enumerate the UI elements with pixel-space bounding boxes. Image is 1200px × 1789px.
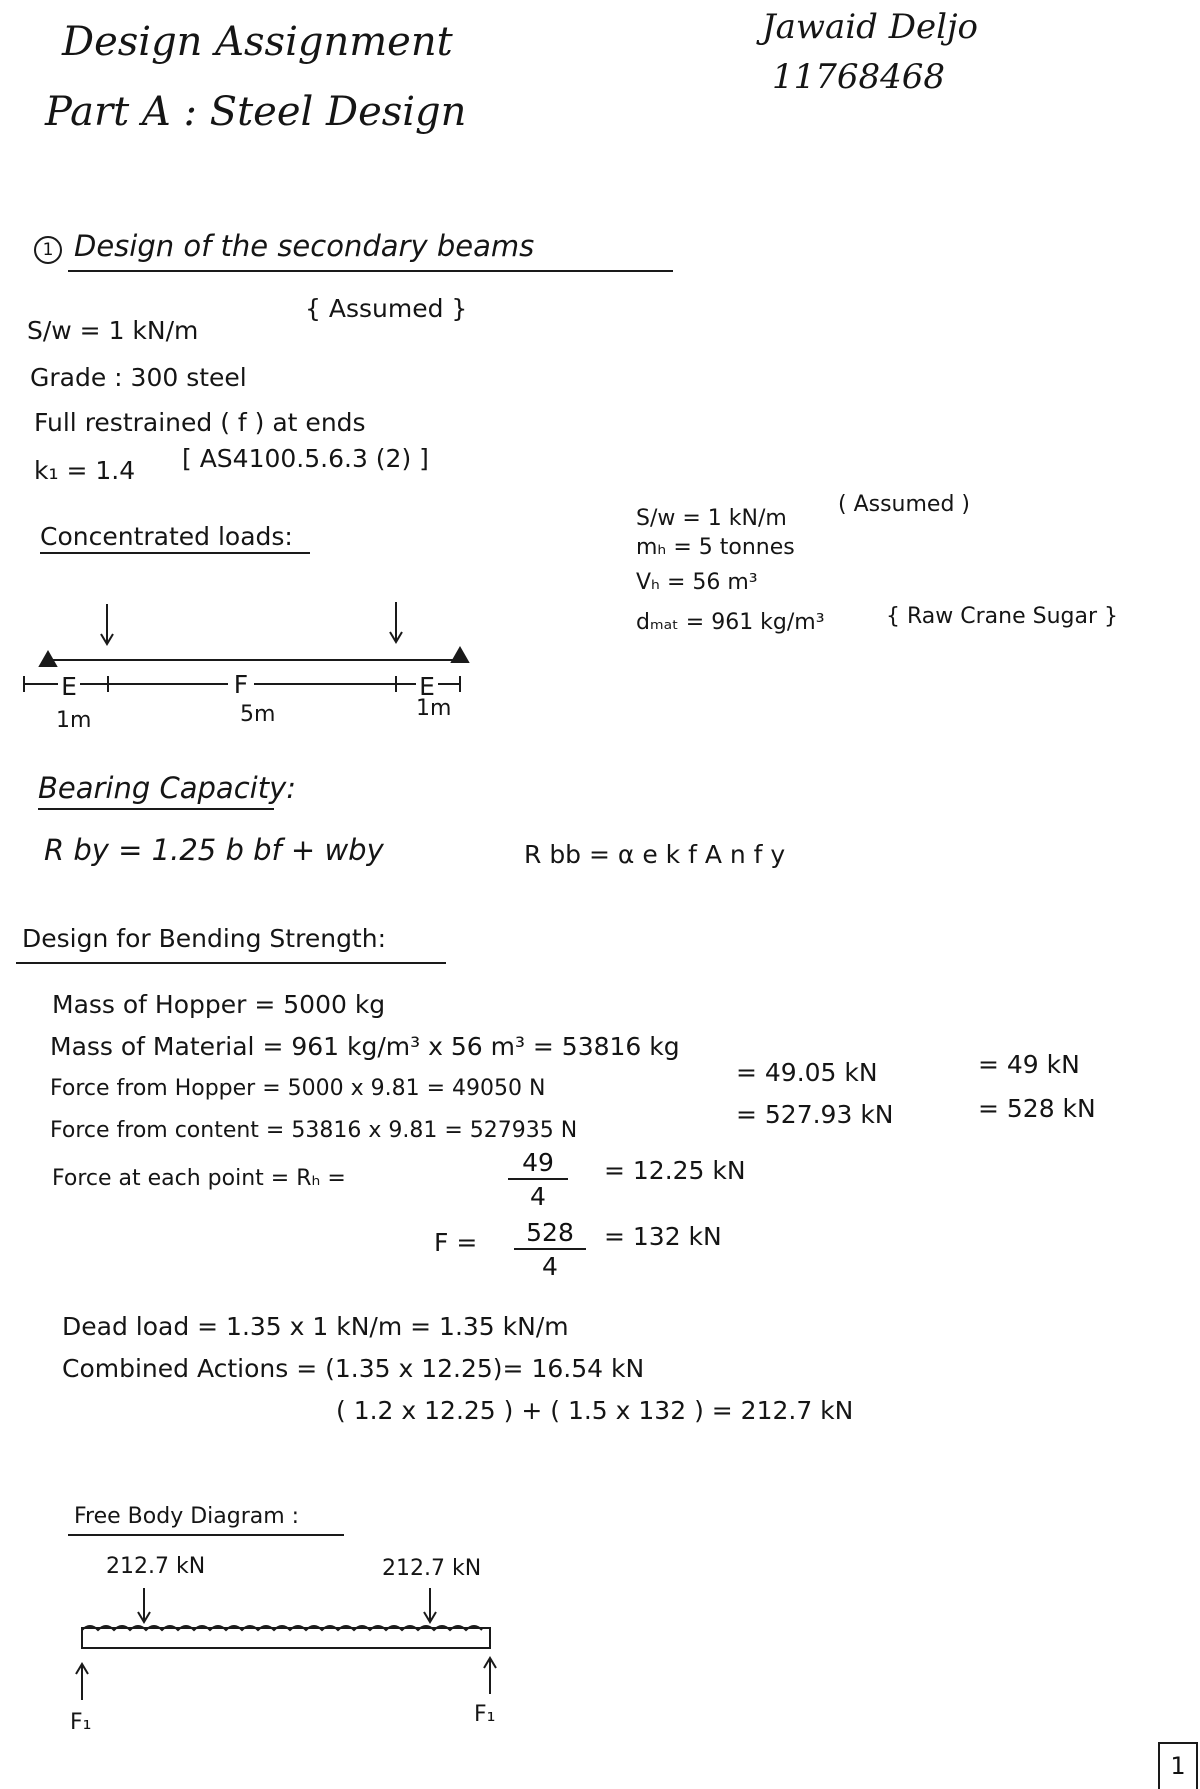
rh-fraction — [508, 1150, 568, 1209]
force-content-rounded: = 528 kN — [978, 1094, 1096, 1123]
force-hopper-rounded: = 49 kN — [978, 1050, 1080, 1079]
author-name: Jawaid Deljo — [762, 7, 978, 47]
title-line-2: Part A : Steel Design — [45, 89, 467, 135]
rh-result: = 12.25 kN — [604, 1156, 746, 1185]
f-numerator: 528 — [514, 1220, 586, 1250]
f-label: F = — [434, 1228, 478, 1257]
bending-heading-underline — [16, 962, 446, 964]
force-hopper: Force from Hopper = 5000 x 9.81 = 49050 N — [50, 1076, 546, 1101]
rb-self-weight-note: ( Assumed ) — [838, 492, 970, 517]
rb-self-weight: S/w = 1 kN/m — [636, 506, 787, 531]
right-support-icon — [452, 648, 468, 662]
force-each-point-label: Force at each point = Rₕ = — [52, 1166, 346, 1191]
combined-actions: Combined Actions = (1.35 x 12.25)= 16.54 kN — [62, 1354, 645, 1383]
bearing-heading-underline — [38, 808, 274, 810]
self-weight: S/w = 1 kN/m — [27, 316, 199, 345]
fbd-beam — [82, 1628, 490, 1648]
section-number: 1 — [34, 236, 62, 264]
rh-numerator: 49 — [508, 1150, 568, 1180]
length-right: 1m — [416, 696, 452, 721]
fbd-reaction-left: F₁ — [70, 1710, 92, 1735]
fbd-heading-underline — [68, 1534, 344, 1536]
fbd-heading: Free Body Diagram : — [74, 1504, 300, 1529]
combined-actions-2: ( 1.2 x 12.25 ) + ( 1.5 x 132 ) = 212.7 kN — [336, 1396, 854, 1425]
f-denominator: 4 — [542, 1252, 558, 1281]
segment-left: E — [61, 672, 77, 701]
dead-load: Dead load = 1.35 x 1 kN/m = 1.35 kN/m — [62, 1312, 569, 1341]
fbd-load-left: 212.7 kN — [106, 1554, 206, 1579]
mass-material: Mass of Material = 961 kg/m³ x 56 m³ = 53816 kg — [50, 1032, 680, 1061]
f-fraction — [514, 1220, 586, 1279]
fbd-reaction-right: F₁ — [474, 1702, 496, 1727]
segment-right: E — [419, 672, 435, 701]
bearing-rbb: R bb = α e k f A n f y — [524, 840, 786, 869]
k1-factor: k₁ = 1.4 — [34, 456, 136, 485]
bearing-rby: R by = 1.25 b bf + wby — [44, 833, 384, 867]
section-heading: Design of the secondary beams — [74, 229, 535, 263]
page-number: 1 — [1158, 1742, 1198, 1789]
rb-material-note: { Raw Crane Sugar } — [886, 604, 1119, 629]
self-weight-note: { Assumed } — [305, 294, 468, 323]
student-id: 11768468 — [772, 57, 946, 97]
rb-hopper-volume: Vₕ = 56 m³ — [636, 570, 758, 595]
length-mid: 5m — [240, 702, 276, 727]
segment-mid: F — [233, 670, 249, 699]
free-body-diagram — [76, 1588, 496, 1700]
mass-hopper: Mass of Hopper = 5000 kg — [52, 990, 386, 1019]
title-line-1: Design Assignment — [62, 19, 453, 65]
force-hopper-kn: = 49.05 kN — [736, 1058, 878, 1087]
force-content: Force from content = 53816 x 9.81 = 527935 N — [50, 1118, 578, 1143]
rb-material-density: dₘₐₜ = 961 kg/m³ — [636, 610, 825, 635]
rb-hopper-mass: mₕ = 5 tonnes — [636, 535, 795, 560]
force-content-kn: = 527.93 kN — [736, 1100, 894, 1129]
length-left: 1m — [56, 708, 92, 733]
rh-denominator: 4 — [530, 1182, 546, 1211]
restraint: Full restrained ( f ) at ends — [34, 408, 366, 437]
fbd-load-right: 212.7 kN — [382, 1556, 482, 1581]
steel-grade: Grade : 300 steel — [30, 363, 247, 392]
bending-heading: Design for Bending Strength: — [22, 924, 387, 953]
concentrated-loads-heading: Concentrated loads: — [40, 522, 293, 551]
f-result: = 132 kN — [604, 1222, 722, 1251]
bearing-heading: Bearing Capacity: — [38, 771, 296, 805]
k1-reference: [ AS4100.5.6.3 (2) ] — [182, 444, 429, 473]
